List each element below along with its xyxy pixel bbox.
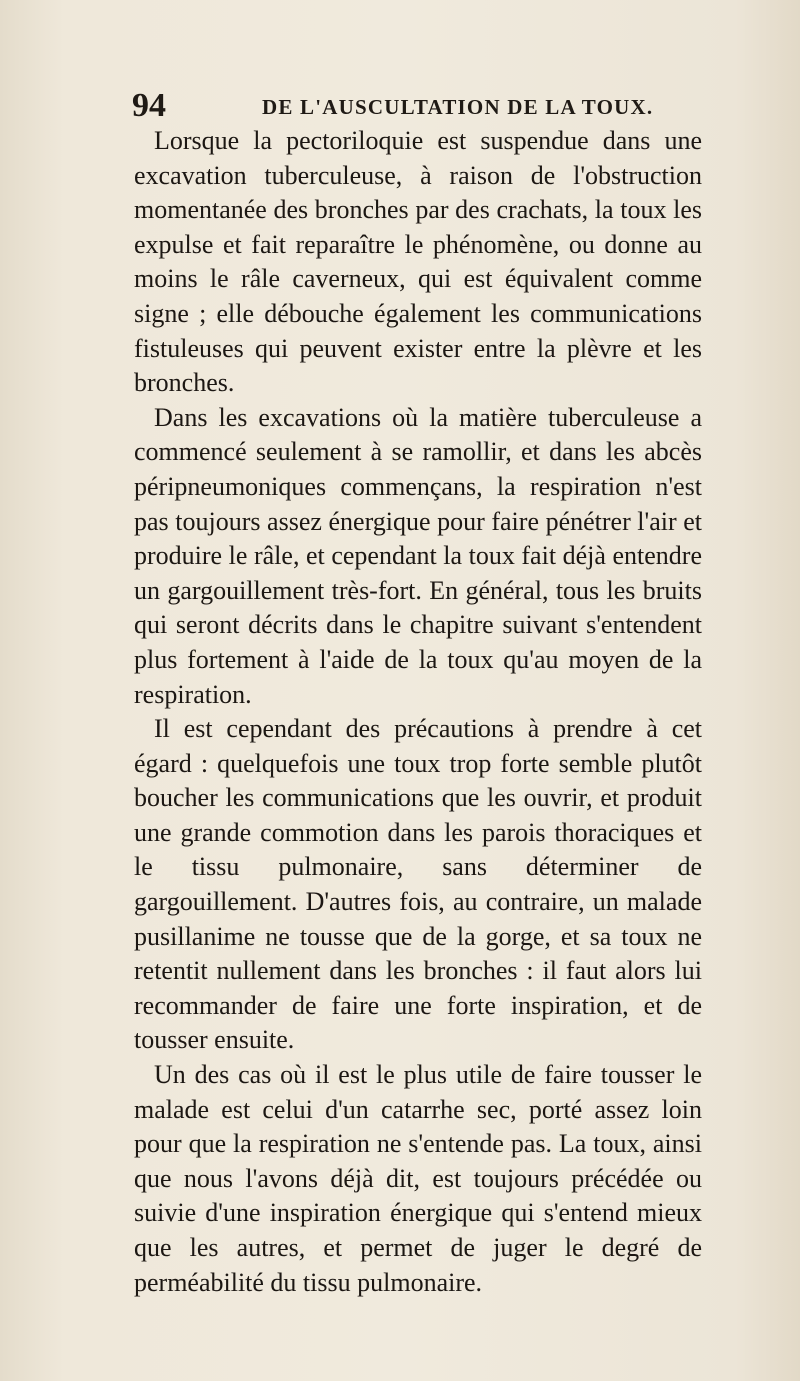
paragraph-3: Il est cependant des précautions à prendre à cet égard : quelquefois une toux trop forte semble plutôt boucher les communications que les ouvrir, et produit une grande commotion dans les parois thoraciques et le tissu pulmonaire, sans déterminer de gargouillement. D'autres fois, au contraire, un malade pusillanime ne tousse que de la gorge, et sa toux ne retentit nullement dans les bronches : il faut alors lui recommander de faire une forte inspiration, et de tousser ensuite.	[134, 714, 702, 1055]
body-text	[134, 124, 702, 1300]
page-header	[132, 86, 732, 126]
paragraph-4: Un des cas où il est le plus utile de faire tousser le malade est celui d'un catarrhe sec, porté assez loin pour que la respiration ne s'entende pas. La toux, ainsi que nous l'avons déjà dit, est toujours précédée ou suivie d'une inspiration énergique qui s'entend mieux que les autres, et permet de juger le degré de perméabilité du tissu pulmonaire.	[134, 1060, 702, 1297]
paragraph-2: Dans les excavations où la matière tuberculeuse a commencé seulement à se ramollir, et dans les abcès péripneumoniques commençans, la respiration n'est pas toujours assez énergique pour faire pénétrer l'air et produire le râle, et cependant la toux fait déjà entendre un gargouillement très-fort. En général, tous les bruits qui seront décrits dans le chapitre suivant s'entendent plus fortement à l'aide de la toux qu'au moyen de la respiration.	[134, 402, 702, 709]
page-number: 94	[132, 87, 166, 124]
running-head: DE L'AUSCULTATION DE LA TOUX.	[262, 95, 654, 119]
paragraph-1: Lorsque la pectoriloquie est suspendue dans une excavation tuberculeuse, à raison de l'obstruction momentanée des bronches par des crachats, la toux les expulse et fait reparaître le phénomène, ou donne au moins le râle caverneux, qui est équivalent comme signe ; elle débouche également les communications fistuleuses qui peuvent exister entre la plèvre et les bronches.	[134, 126, 702, 398]
